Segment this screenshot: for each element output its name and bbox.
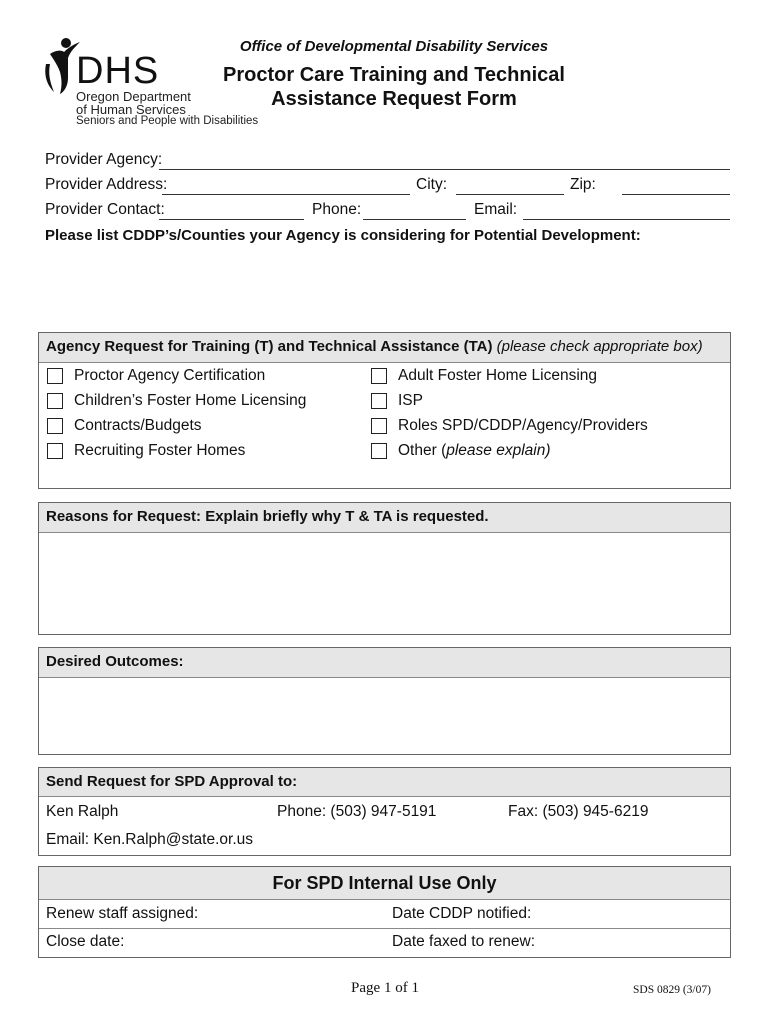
contact-email: Email: Ken.Ralph@state.or.us [46, 831, 254, 848]
city-label: City: [416, 176, 447, 193]
page-number: Page 1 of 1 [351, 980, 419, 996]
phone-field[interactable] [363, 219, 466, 220]
request-section [38, 332, 731, 489]
checkbox-proctor-agency-certification[interactable] [47, 368, 63, 384]
internal-use-section [38, 866, 731, 958]
email-label: Email: [474, 201, 518, 218]
city-field[interactable] [456, 194, 564, 195]
send-request-section [38, 767, 731, 856]
reasons-text-area[interactable] [39, 533, 730, 633]
contact-fax: Fax: (503) 945-6219 [508, 803, 649, 820]
checkbox-childrens-foster-home-licensing[interactable] [47, 393, 63, 409]
logo-dhs-text: DHS [76, 50, 160, 92]
checkbox-isp[interactable] [371, 393, 387, 409]
email-field[interactable] [523, 219, 730, 220]
reasons-heading: Reasons for Request: Explain briefly why T & TA is requested. [39, 503, 730, 533]
contact-name: Ken Ralph [46, 803, 119, 820]
provider-address-label: Provider Address: [45, 176, 168, 193]
logo-subtitle: Seniors and People with Disabilities [76, 115, 259, 127]
checkbox-contracts-budgets[interactable] [47, 418, 63, 434]
option-label: Proctor Agency Certification [74, 367, 266, 384]
request-heading-note: (please check appropriate box) [496, 338, 703, 355]
provider-agency-label: Provider Agency: [45, 151, 163, 168]
outcomes-text-area[interactable] [39, 678, 730, 753]
other-label-note: please explain) [446, 442, 551, 459]
contact-phone: Phone: (503) 947-5191 [277, 803, 437, 820]
option-label: ISP [398, 392, 423, 409]
logo-department-line2: of Human Services [76, 102, 186, 117]
other-label-text: Other ( [398, 442, 447, 459]
form-title-line2: Assistance Request Form [271, 88, 517, 110]
zip-label: Zip: [570, 176, 596, 193]
provider-contact-label: Provider Contact: [45, 201, 165, 218]
provider-address-field[interactable] [162, 194, 410, 195]
office-name: Office of Developmental Disability Services [239, 38, 549, 55]
provider-agency-field[interactable] [159, 169, 730, 170]
internal-divider [39, 928, 730, 929]
option-label: Contracts/Budgets [74, 417, 202, 434]
option-label: Recruiting Foster Homes [74, 442, 246, 459]
request-section-heading [39, 333, 730, 363]
checkbox-roles[interactable] [371, 418, 387, 434]
cddp-list-prompt: Please list CDDP’s/Counties your Agency is considering for Potential Development: [45, 227, 641, 244]
renew-staff-label: Renew staff assigned: [46, 905, 199, 922]
form-id: SDS 0829 (3/07) [633, 984, 711, 996]
close-date-label: Close date: [46, 933, 125, 950]
reasons-section [38, 502, 731, 635]
checkbox-other[interactable] [371, 443, 387, 459]
form-title-line1: Proctor Care Training and Technical [223, 64, 565, 86]
provider-contact-field[interactable] [159, 219, 304, 220]
checkbox-adult-foster-home-licensing[interactable] [371, 368, 387, 384]
option-other-label [398, 442, 551, 460]
date-faxed-label: Date faxed to renew: [392, 933, 536, 950]
phone-label: Phone: [312, 201, 362, 218]
date-cddp-label: Date CDDP notified: [392, 905, 532, 922]
option-label: Roles SPD/CDDP/Agency/Providers [398, 417, 648, 434]
outcomes-heading: Desired Outcomes: [39, 648, 730, 678]
internal-use-heading: For SPD Internal Use Only [39, 867, 730, 900]
checkbox-recruiting-foster-homes[interactable] [47, 443, 63, 459]
option-label: Adult Foster Home Licensing [398, 367, 598, 384]
zip-field[interactable] [622, 194, 730, 195]
option-label: Children’s Foster Home Licensing [74, 392, 307, 409]
send-request-heading: Send Request for SPD Approval to: [39, 768, 730, 797]
request-heading-text: Agency Request for Training (T) and Technical Assistance (TA) [46, 338, 493, 355]
outcomes-section [38, 647, 731, 755]
logo-department-line1: Oregon Department [76, 89, 191, 104]
